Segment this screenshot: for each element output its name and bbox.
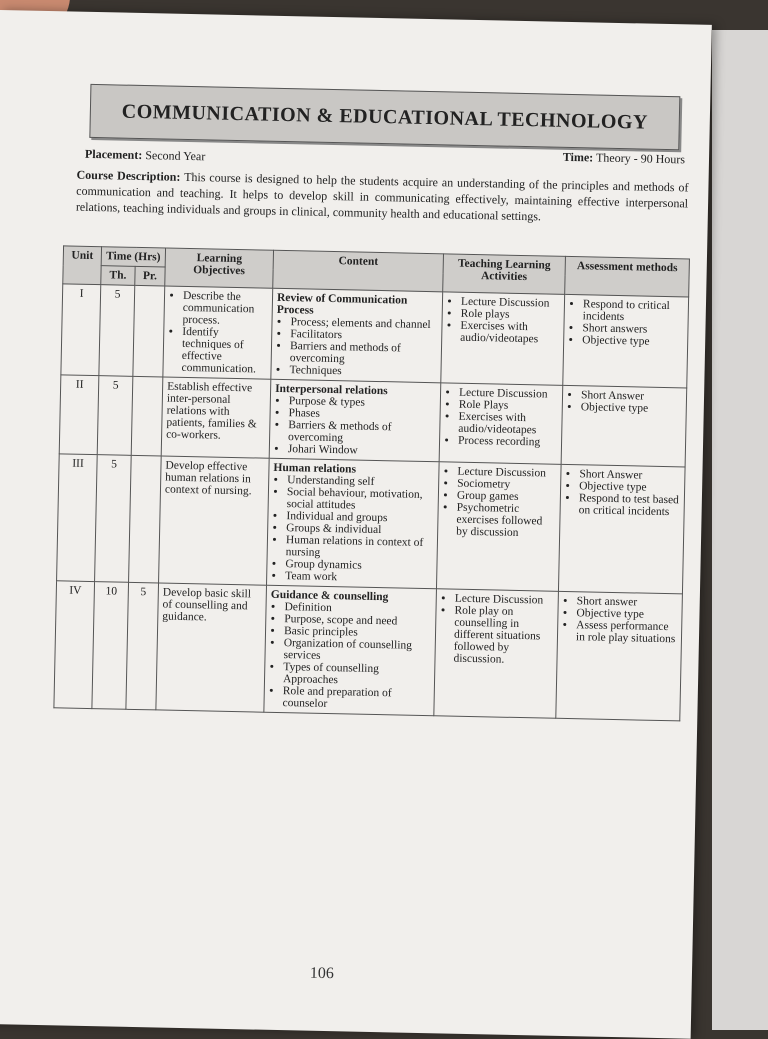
- activities-list: [439, 592, 553, 666]
- content-item: • Group dynamics: [285, 558, 432, 573]
- content-item: • Barriers and methods of overcoming: [290, 340, 437, 367]
- unit-cell: IV: [54, 581, 95, 709]
- content-title: Guidance & counselling: [270, 588, 389, 604]
- content-title: Review of Communication Process: [276, 291, 408, 317]
- assessment-item: • Short Answer: [581, 389, 682, 403]
- unit-cell: III: [57, 454, 98, 582]
- assessment-list: [565, 468, 681, 518]
- content-list: [274, 395, 436, 458]
- content-cell: [267, 458, 440, 589]
- content-cell: [264, 585, 437, 716]
- placement-value: Second Year: [145, 148, 206, 164]
- content-title: Interpersonal relations: [275, 382, 388, 398]
- activity-item: • Role play on counselling in different situations followed by discussion.: [453, 605, 553, 667]
- header-assessment: Assessment methods: [565, 256, 690, 297]
- assessment-cell: [561, 385, 687, 467]
- header-unit: Unit: [63, 246, 102, 285]
- header-th: Th.: [101, 266, 135, 286]
- activity-item: • Psychometric exercises followed by discussion: [456, 502, 556, 540]
- activity-item: • Lecture Discussion: [461, 296, 560, 310]
- table-row: [61, 284, 689, 388]
- table-row: [54, 581, 683, 721]
- assessment-item: • Short answer: [577, 595, 678, 609]
- unit-cell: I: [61, 284, 101, 376]
- assessment-item: • Assess performance in role play situations: [576, 619, 677, 645]
- objective-text: Establish effective inter-personal relations with patients, families & co-workers.: [166, 380, 257, 442]
- page-number: 106: [309, 964, 335, 983]
- activities-cell: [436, 462, 561, 592]
- activities-cell: [439, 383, 563, 465]
- objective-text: Develop basic skill of counselling and guidance.: [162, 586, 252, 624]
- activities-list: [444, 386, 558, 448]
- content-item: • Basic principles: [284, 625, 431, 640]
- practical-hours-cell: [133, 285, 165, 377]
- assessment-item: • Respond to test based on critical incidents: [579, 492, 680, 518]
- content-item: • Organization of counselling services: [283, 637, 430, 664]
- time-label: Time:: [562, 149, 594, 165]
- unit-cell: II: [59, 375, 99, 455]
- activity-item: • Process recording: [458, 435, 557, 449]
- header-time: Time (Hrs): [101, 247, 165, 267]
- activities-list: [446, 295, 560, 345]
- table-body: [54, 284, 689, 721]
- assessment-item: • Objective type: [576, 607, 677, 621]
- content-item: • Phases: [288, 407, 435, 422]
- content-item: • Definition: [284, 601, 431, 616]
- content-item: • Purpose, scope and need: [284, 613, 431, 628]
- desc-text: This course is designed to help the students acquire an understanding of the principles and methods of communication and teaching. It helps to develop skill in communicating effectively, maintaining effective interpersonal relations, teaching individuals and groups in clinical, community health and educational settings.: [75, 169, 689, 224]
- activity-item: • Lecture Discussion: [455, 593, 554, 607]
- content-list: [271, 474, 434, 585]
- header-content: Content: [273, 250, 444, 292]
- activity-item: • Lecture Discussion: [457, 466, 556, 480]
- objective-text: Develop effective human relations in context of nursing.: [164, 459, 252, 498]
- assessment-cell: [563, 294, 689, 388]
- activity-item: • Role plays: [461, 308, 560, 322]
- activity-item: • Group games: [457, 490, 556, 504]
- activities-cell: [434, 589, 559, 719]
- header-pr: Pr.: [135, 266, 165, 286]
- assessment-item: • Objective type: [579, 480, 680, 494]
- content-item: • Johari Window: [288, 443, 435, 458]
- content-list: [275, 316, 437, 379]
- content-item: • Types of counselling Approaches: [283, 661, 430, 688]
- content-item: • Team work: [285, 570, 432, 585]
- placement-label: Placement:: [84, 146, 143, 163]
- content-list: [268, 601, 431, 712]
- content-cell: [269, 379, 441, 462]
- header-activities: Teaching Learning Activities: [443, 254, 566, 295]
- theory-hours-cell: 5: [95, 455, 132, 583]
- assessment-cell: [558, 464, 685, 594]
- objectives-cell: [161, 377, 271, 458]
- practical-hours-cell: 5: [126, 582, 159, 710]
- content-item: • Groups & individual: [286, 522, 433, 537]
- content-item: • Barriers & methods of overcoming: [288, 419, 435, 446]
- assessment-item: • Objective type: [581, 401, 682, 415]
- activities-list: [442, 465, 556, 539]
- facing-page: [712, 30, 768, 1030]
- activity-item: • Role Plays: [459, 399, 558, 413]
- syllabus-table: [53, 245, 690, 721]
- practical-hours-cell: [129, 455, 162, 583]
- assessment-item: • Short answers: [582, 322, 683, 336]
- objectives-cell: [156, 583, 267, 712]
- time-info: [563, 150, 686, 168]
- assessment-item: • Short Answer: [579, 468, 680, 482]
- table-row: [59, 375, 687, 467]
- objectives-list: [167, 290, 268, 376]
- activity-item: • Exercises with audio/videotapes: [460, 320, 559, 346]
- desc-label: Course Description:: [76, 167, 181, 184]
- assessment-list: [562, 595, 678, 645]
- content-cell: [271, 288, 443, 383]
- objective-item: • Identify techniques of effective communication.: [181, 326, 267, 376]
- content-item: • Understanding self: [287, 474, 434, 489]
- objectives-cell: [163, 286, 273, 379]
- content-item: • Role and preparation of counselor: [282, 685, 429, 712]
- assessment-item: • Objective type: [582, 334, 683, 348]
- course-description: [76, 167, 689, 228]
- content-item: • Human relations in context of nursing: [286, 534, 433, 561]
- content-item: • Individual and groups: [286, 510, 433, 525]
- content-item: • Process; elements and channel: [290, 316, 437, 331]
- activity-item: • Lecture Discussion: [459, 387, 558, 401]
- table-row: [57, 454, 686, 594]
- assessment-list: [567, 389, 682, 415]
- activities-cell: [441, 292, 565, 386]
- placement: [85, 147, 206, 165]
- theory-hours-cell: 10: [92, 582, 129, 710]
- page-title: COMMUNICATION & EDUCATIONAL TECHNOLOGY: [89, 84, 680, 150]
- assessment-item: • Respond to critical incidents: [583, 298, 684, 324]
- objectives-cell: [159, 456, 270, 585]
- header-objectives: Learning Objectives: [165, 248, 274, 288]
- content-item: • Purpose & types: [289, 395, 436, 410]
- activity-item: • Exercises with audio/videotapes: [458, 411, 557, 437]
- content-title: Human relations: [273, 461, 357, 476]
- theory-hours-cell: 5: [99, 285, 135, 377]
- theory-hours-cell: 5: [97, 376, 133, 456]
- time-value: Theory - 90 Hours: [595, 150, 686, 167]
- activity-item: • Sociometry: [457, 478, 556, 492]
- objective-item: • Describe the communication process.: [182, 290, 268, 328]
- content-item: • Techniques: [289, 364, 436, 379]
- book-page: [0, 10, 712, 1039]
- assessment-cell: [556, 591, 683, 721]
- content-item: • Social behaviour, motivation, social attitudes: [287, 486, 434, 513]
- practical-hours-cell: [131, 376, 163, 456]
- content-item: • Facilitators: [290, 328, 437, 343]
- assessment-list: [568, 298, 684, 348]
